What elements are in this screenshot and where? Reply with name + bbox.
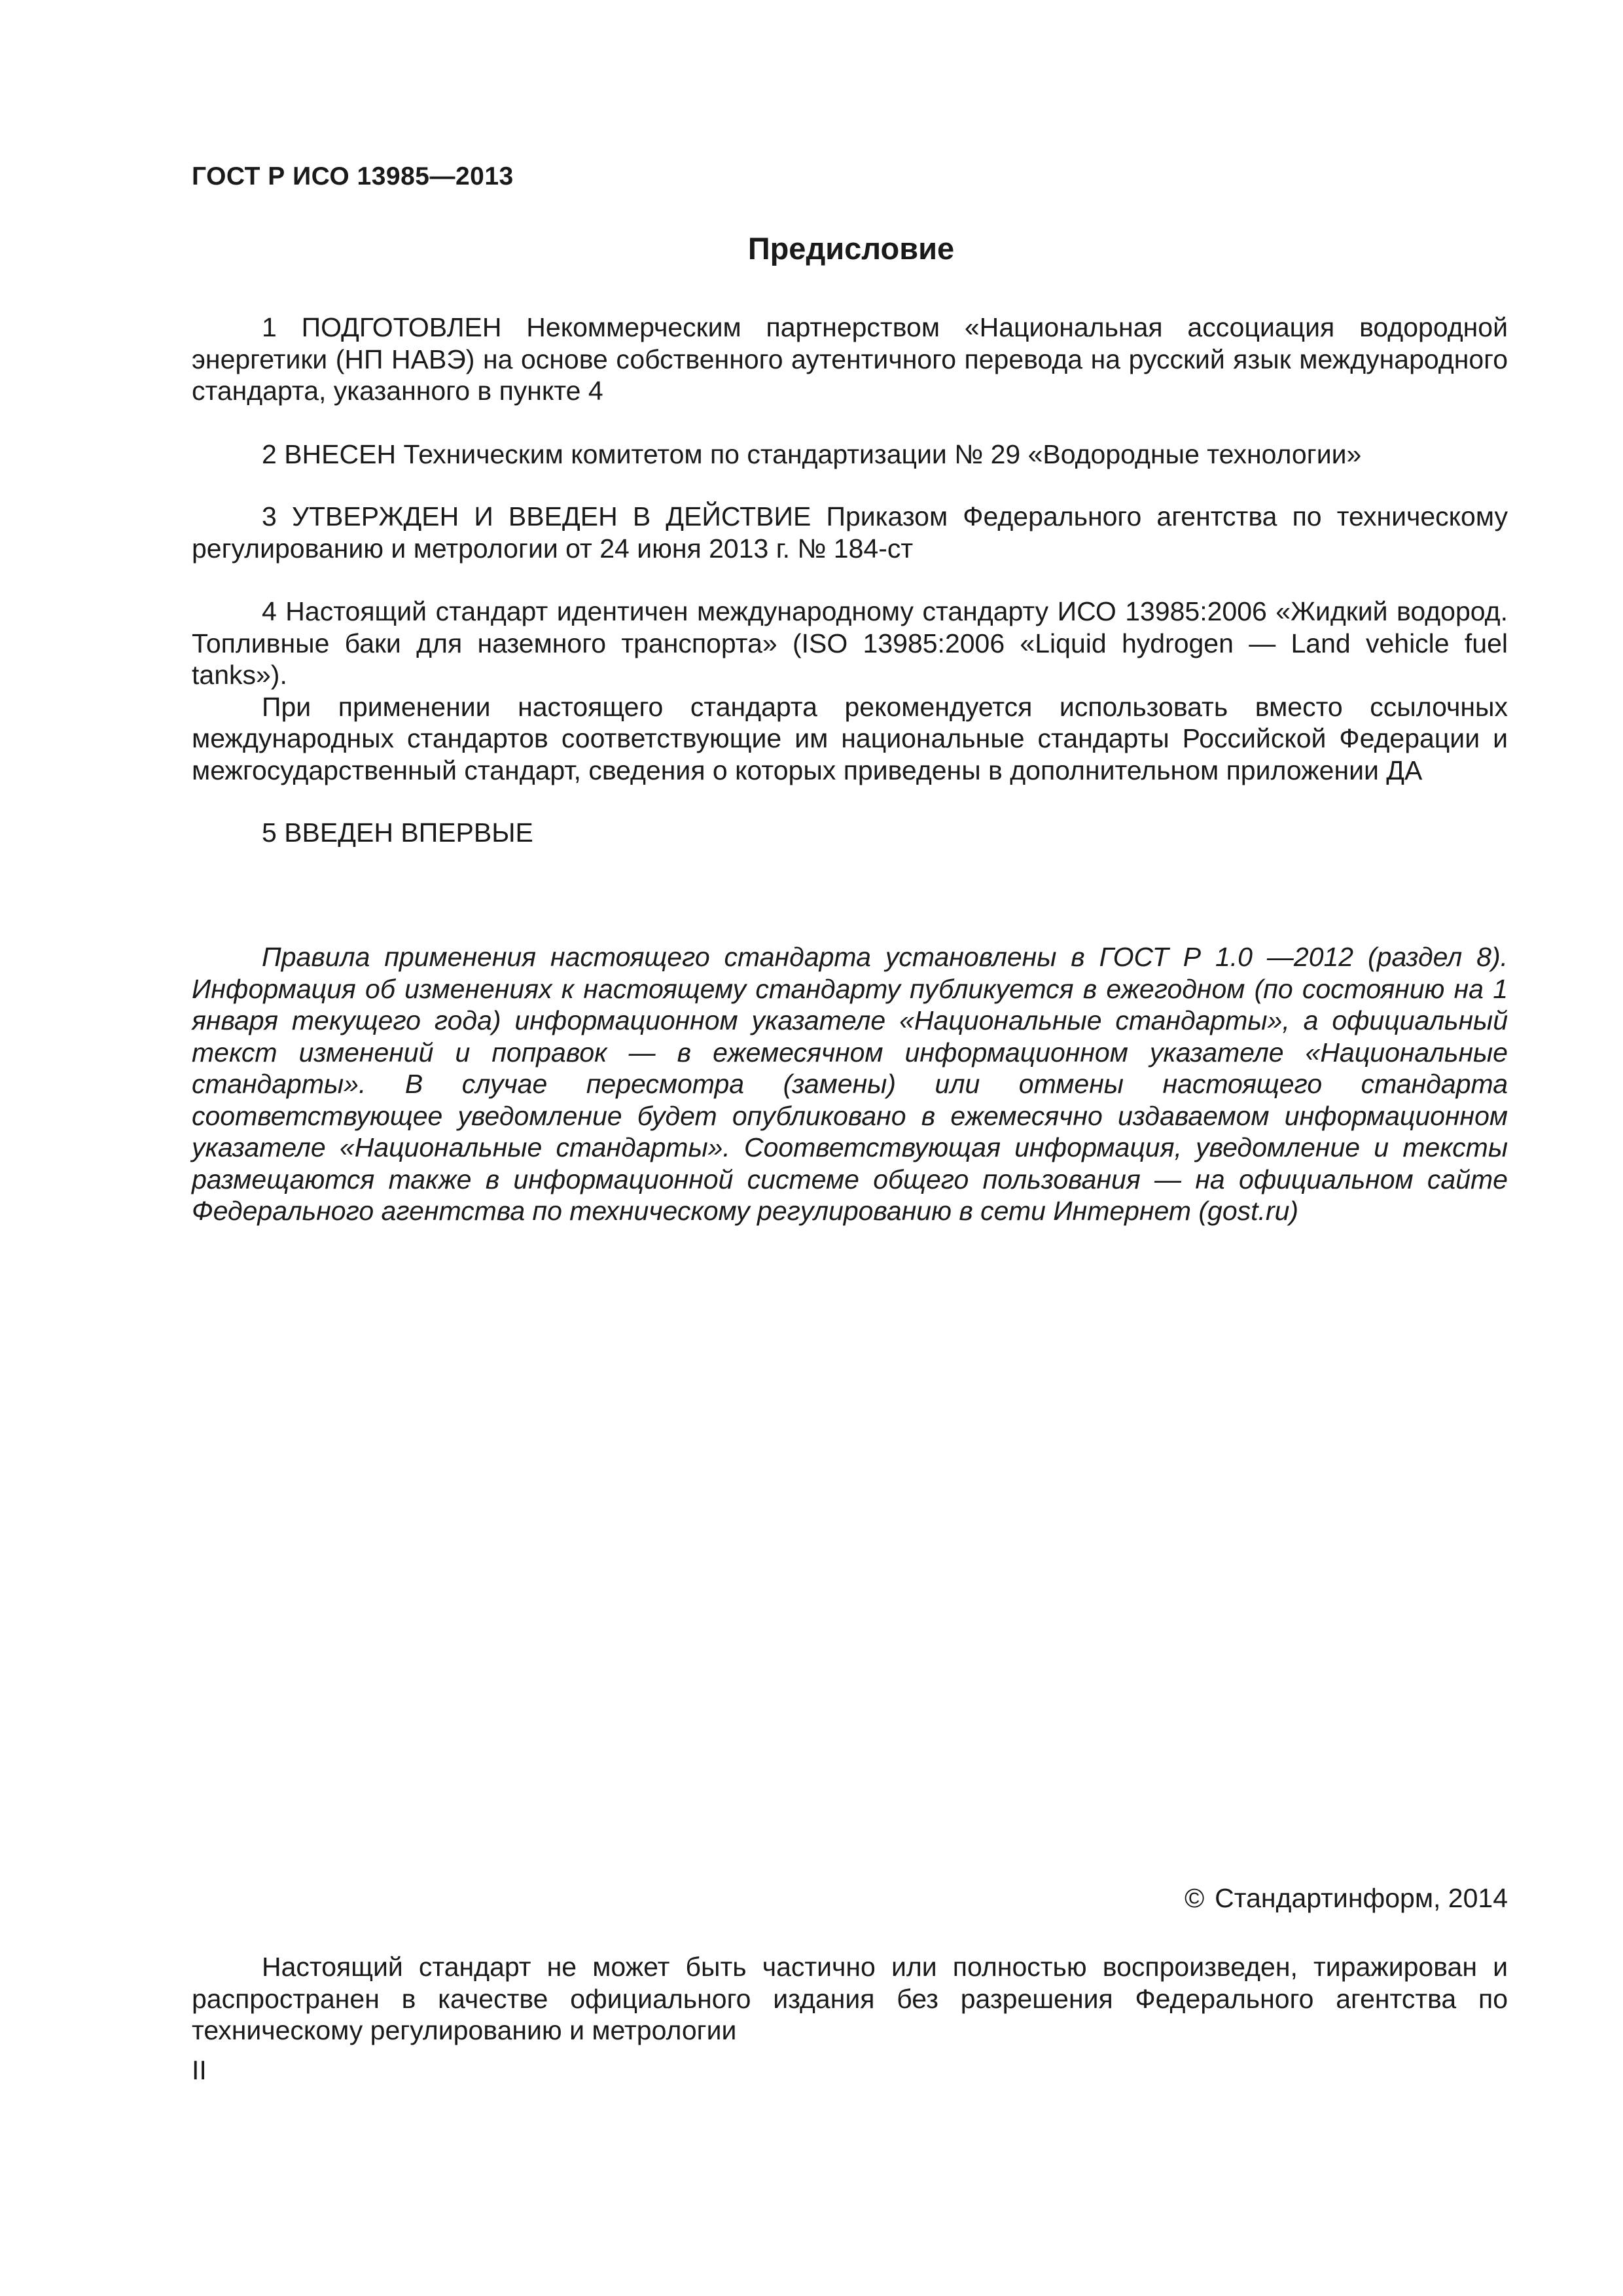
foreword-item-text: 3 УТВЕРЖДЕН И ВВЕДЕН В ДЕЙСТВИЕ Приказом Федерального агентства по техническому регулированию и метрологии от 24 июня 2013 г. № 184-ст: [192, 501, 1508, 564]
application-rules-notice: [192, 941, 1508, 1227]
foreword-item-5: [192, 817, 1508, 849]
copyright-text: Стандартинформ, 2014: [1215, 1883, 1508, 1913]
foreword-item-text: При применении настоящего стандарта рекомендуется использовать вместо ссылочных международных стандартов соответствующие им национальные стандарты Российской Федерации и межгосударственный стандарт, сведения о которых приведены в дополнительном приложении ДА: [192, 691, 1508, 785]
foreword-item-3: [192, 501, 1508, 564]
foreword-item-4: [192, 596, 1508, 786]
page-title: Предисловие: [747, 231, 955, 266]
copyright-icon: ©: [1184, 1883, 1205, 1913]
reproduction-notice: [192, 1951, 1508, 2047]
copyright-line: [1185, 1883, 1508, 1914]
foreword-item-1: [192, 312, 1508, 407]
notice-text: Правила применения настоящего стандарта установлены в ГОСТ Р 1.0 —2012 (раздел 8). Информация об изменениях к настоящему стандарту публикуется в ежегодном (по состоянию на 1 января текущего года) информационном указателе «Национальные стандарты», а официальный текст изменений и поправок — в ежемесячном информационном указателе «Национальные стандарты». В случае пересмотра (замены) или отмены настоящего стандарта соответствующее уведомление будет опубликовано в ежемесячно издаваемом информационном указателе «Национальные стандарты». Соответствующая информация, уведомление и тексты размещаются также в информационной системе общего пользования — на официальном сайте Федерального агентства по техническому регулированию в сети Интернет (gost.ru): [192, 942, 1508, 1226]
reproduction-text: Настоящий стандарт не может быть частично или полностью воспроизведен, тиражирован и распространен в качестве официального издания без разрешения Федерального агентства по техническому регулированию и метрологии: [192, 1952, 1508, 2045]
foreword-item-text: 4 Настоящий стандарт идентичен международному стандарту ИСО 13985:2006 «Жидкий водород. Топливные баки для наземного транспорта» (ISO 13985:2006 «Liquid hydrogen — Land vehicle fuel tanks»).: [192, 596, 1508, 690]
foreword-item-2: [192, 439, 1508, 471]
foreword-item-text: 2 ВНЕСЕН Техническим комитетом по стандартизации № 29 «Водородные технологии»: [262, 439, 1362, 469]
foreword-item-text: 1 ПОДГОТОВЛЕН Некоммерческим партнерством «Национальная ассоциация водородной энергетики (НП НАВЭ) на основе собственного аутентичного перевода на русский язык международного стандарта, указанного в пункте 4: [192, 312, 1508, 406]
document-number-header: ГОСТ Р ИСО 13985—2013: [192, 162, 514, 190]
foreword-item-text: 5 ВВЕДЕН ВПЕРВЫЕ: [262, 817, 533, 848]
page-number: II: [192, 2055, 207, 2085]
